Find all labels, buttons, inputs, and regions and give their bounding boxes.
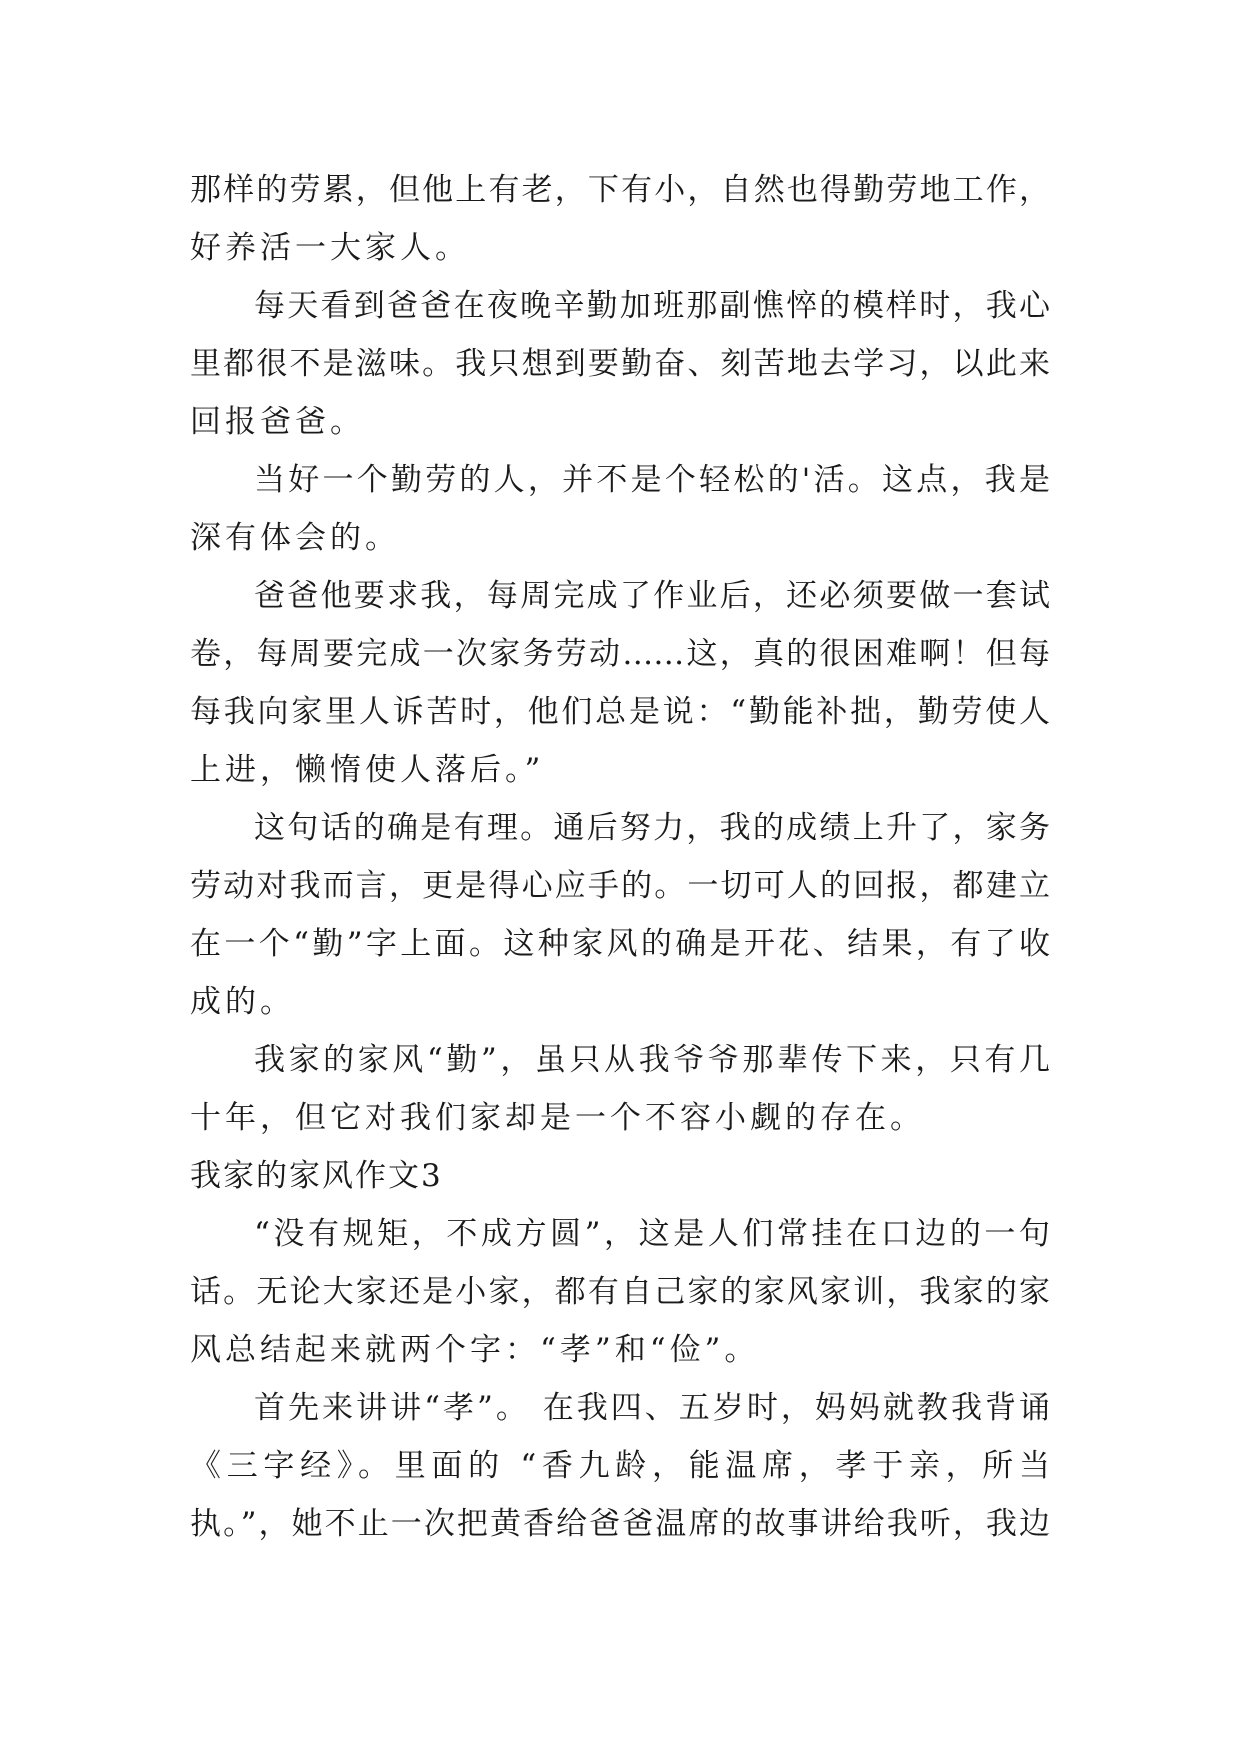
text-line: 话。无论大家还是小家，都有自己家的家风家训，我家的家 <box>190 1274 1050 1310</box>
paragraph-first-line: 当好一个勤劳的人，并不是个轻松的'活。这点，我是 <box>254 462 1050 498</box>
text-line: 那样的劳累，但他上有老，下有小，自然也得勤劳地工作， <box>190 172 1050 208</box>
section-heading: 我家的家风作文3 <box>190 1158 443 1194</box>
paragraph-first-line: 首先来讲讲“孝”。 在我四、五岁时，妈妈就教我背诵 <box>254 1390 1050 1426</box>
text-line: 风总结起来就两个字：“孝”和“俭”。 <box>190 1332 760 1368</box>
text-line: 劳动对我而言，更是得心应手的。一切可人的回报，都建立 <box>190 868 1050 904</box>
text-line: 卷，每周要完成一次家务劳动……这，真的很困难啊！但每 <box>190 636 1050 672</box>
text-line: 好养活一大家人。 <box>190 230 470 266</box>
text-line: 深有体会的。 <box>190 520 400 556</box>
text-line: 十年，但它对我们家却是一个不容小觑的存在。 <box>190 1100 925 1136</box>
text-line: 上进，懒惰使人落后。” <box>190 752 545 788</box>
paragraph-first-line: 爸爸他要求我，每周完成了作业后，还必须要做一套试 <box>254 578 1050 614</box>
text-line: 执。”，她不止一次把黄香给爸爸温席的故事讲给我听，我边 <box>190 1506 1050 1542</box>
text-line: 回报爸爸。 <box>190 404 365 440</box>
paragraph-first-line: “没有规矩，不成方圆”，这是人们常挂在口边的一句 <box>254 1216 1050 1252</box>
text-line: 每我向家里人诉苦时，他们总是说：“勤能补拙，勤劳使人 <box>190 694 1050 730</box>
paragraph-first-line: 每天看到爸爸在夜晚辛勤加班那副憔悴的模样时，我心 <box>254 288 1050 324</box>
text-line: 在一个“勤”字上面。这种家风的确是开花、结果，有了收 <box>190 926 1050 962</box>
paragraph-first-line: 这句话的确是有理。通后努力，我的成绩上升了，家务 <box>254 810 1050 846</box>
text-line: 里都很不是滋味。我只想到要勤奋、刻苦地去学习，以此来 <box>190 346 1050 382</box>
paragraph-first-line: 我家的家风“勤”，虽只从我爷爷那辈传下来，只有几 <box>254 1042 1050 1078</box>
text-line: 《三字经》。里面的 “香九龄，能温席，孝于亲，所当 <box>190 1448 1050 1484</box>
text-line: 成的。 <box>190 984 295 1020</box>
